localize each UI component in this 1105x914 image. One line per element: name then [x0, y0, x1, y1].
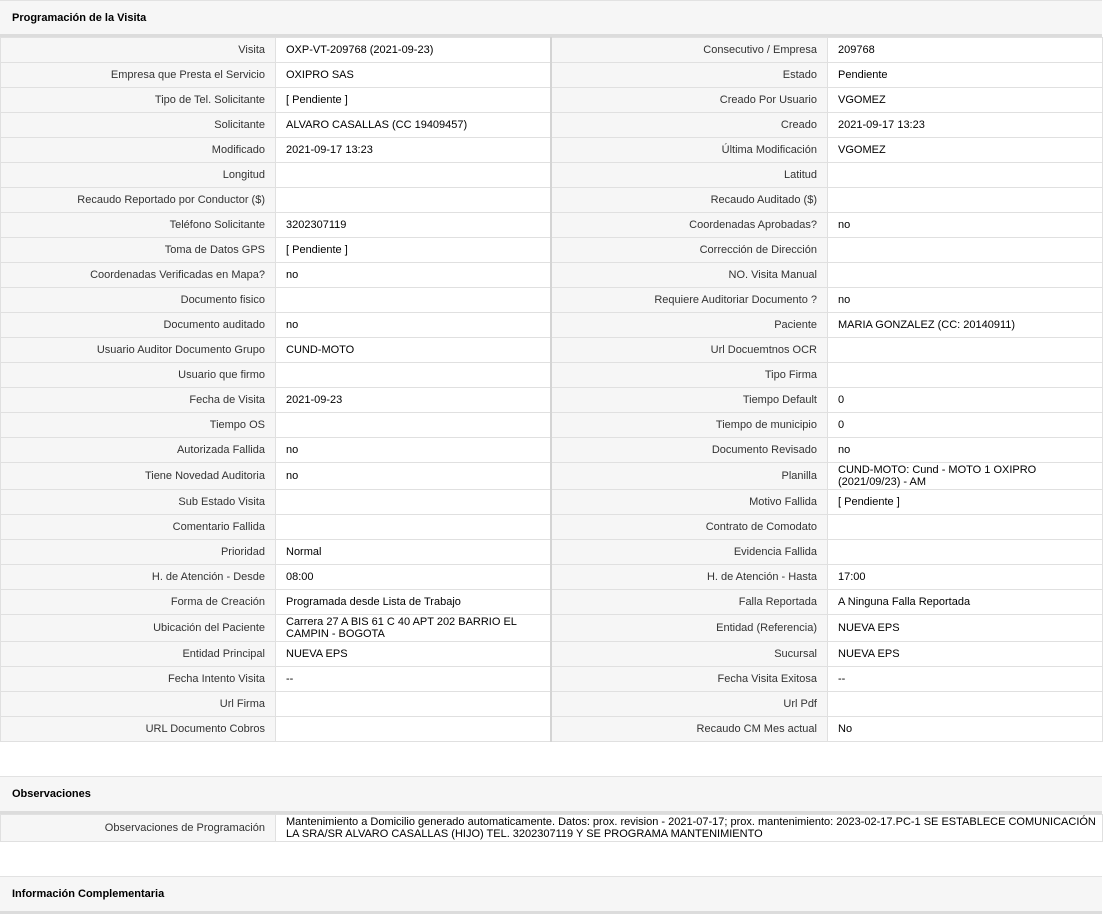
field-value [276, 717, 551, 742]
field-label: Empresa que Presta el Servicio [1, 63, 276, 88]
field-value: NUEVA EPS [828, 615, 1103, 642]
field-value: A Ninguna Falla Reportada [828, 590, 1103, 615]
spacer [0, 842, 1105, 876]
field-value: No [828, 717, 1103, 742]
field-label: Fecha Visita Exitosa [551, 667, 828, 692]
field-label: Creado Por Usuario [551, 88, 828, 113]
field-value: -- [276, 667, 551, 692]
field-label: Entidad Principal [1, 642, 276, 667]
field-value: OXIPRO SAS [276, 63, 551, 88]
field-label: URL Documento Cobros [1, 717, 276, 742]
detail-row [1, 238, 1103, 263]
detail-row [1, 338, 1103, 363]
section-header-observaciones [0, 776, 1102, 814]
section-header-complementaria [0, 876, 1102, 914]
field-value [828, 515, 1103, 540]
field-label: Forma de Creación [1, 590, 276, 615]
spacer [0, 742, 1105, 776]
field-value [828, 238, 1103, 263]
field-label: Entidad (Referencia) [551, 615, 828, 642]
detail-row [1, 188, 1103, 213]
field-value: [ Pendiente ] [828, 490, 1103, 515]
field-label: Documento Revisado [551, 438, 828, 463]
field-label: Fecha Intento Visita [1, 667, 276, 692]
visit-details-table [0, 37, 1103, 742]
field-value: 0 [828, 413, 1103, 438]
field-label: Observaciones de Programación [1, 815, 276, 842]
field-label: Evidencia Fallida [551, 540, 828, 565]
section-title: Información Complementaria [12, 888, 165, 900]
field-value [276, 163, 551, 188]
detail-row [1, 642, 1103, 667]
field-value [276, 692, 551, 717]
field-value [828, 692, 1103, 717]
field-label: NO. Visita Manual [551, 263, 828, 288]
section-title: Programación de la Visita [12, 11, 147, 24]
field-value: CUND-MOTO: Cund - MOTO 1 OXIPRO (2021/09/23) - AM [828, 463, 1103, 490]
detail-row [1, 463, 1103, 490]
detail-row [1, 213, 1103, 238]
detail-row [1, 313, 1103, 338]
field-value: no [828, 288, 1103, 313]
field-label: Prioridad [1, 540, 276, 565]
field-value: 08:00 [276, 565, 551, 590]
field-label: Planilla [551, 463, 828, 490]
field-value: OXP-VT-209768 (2021-09-23) [276, 38, 551, 63]
field-label: Url Firma [1, 692, 276, 717]
detail-row [1, 388, 1103, 413]
field-label: Usuario que firmo [1, 363, 276, 388]
field-value [828, 188, 1103, 213]
field-value [276, 515, 551, 540]
field-label: Coordenadas Verificadas en Mapa? [1, 263, 276, 288]
field-value: Mantenimiento a Domicilio generado automaticamente. Datos: prox. revision - 2021-07-17; prox. mantenimiento: 2023-02-17.PC-1 SE ESTABLECE COMUNICACIÓN LA SRA/SR ALVARO CASALLAS (HIJO) TEL. 3202307119 Y SE PROGRAMA MANTENIMIENTO [276, 815, 1103, 842]
field-value [828, 540, 1103, 565]
field-label: Toma de Datos GPS [1, 238, 276, 263]
field-label: Tipo Firma [551, 363, 828, 388]
field-value: 0 [828, 388, 1103, 413]
field-label: Recaudo CM Mes actual [551, 717, 828, 742]
field-value: -- [828, 667, 1103, 692]
field-value [276, 413, 551, 438]
field-value: no [828, 438, 1103, 463]
field-value [276, 363, 551, 388]
field-label: Falla Reportada [551, 590, 828, 615]
field-value: 3202307119 [276, 213, 551, 238]
field-value: VGOMEZ [828, 88, 1103, 113]
field-label: Tiempo de municipio [551, 413, 828, 438]
field-label: H. de Atención - Hasta [551, 565, 828, 590]
detail-row [1, 540, 1103, 565]
field-label: Coordenadas Aprobadas? [551, 213, 828, 238]
field-label: Sucursal [551, 642, 828, 667]
field-value: Pendiente [828, 63, 1103, 88]
field-label: Visita [1, 38, 276, 63]
detail-row [1, 590, 1103, 615]
field-label: Corrección de Dirección [551, 238, 828, 263]
field-value [276, 288, 551, 313]
field-value [828, 263, 1103, 288]
field-value: 2021-09-23 [276, 388, 551, 413]
detail-row [1, 88, 1103, 113]
field-value [828, 163, 1103, 188]
field-label: Contrato de Comodato [551, 515, 828, 540]
detail-row [1, 615, 1103, 642]
observaciones-table [0, 814, 1103, 842]
field-value [828, 363, 1103, 388]
field-value: 209768 [828, 38, 1103, 63]
field-label: Sub Estado Visita [1, 490, 276, 515]
detail-row [1, 717, 1103, 742]
field-label: Autorizada Fallida [1, 438, 276, 463]
field-label: Última Modificación [551, 138, 828, 163]
field-value: 2021-09-17 13:23 [276, 138, 551, 163]
field-value [276, 188, 551, 213]
field-value: no [276, 263, 551, 288]
field-label: Requiere Auditoriar Documento ? [551, 288, 828, 313]
field-value: [ Pendiente ] [276, 88, 551, 113]
field-label: Url Docuemtnos OCR [551, 338, 828, 363]
section-title: Observaciones [12, 788, 91, 800]
detail-row [1, 263, 1103, 288]
field-label: Usuario Auditor Documento Grupo [1, 338, 276, 363]
field-label: Url Pdf [551, 692, 828, 717]
detail-row [1, 113, 1103, 138]
field-value: Programada desde Lista de Trabajo [276, 590, 551, 615]
field-value: 2021-09-17 13:23 [828, 113, 1103, 138]
field-label: Recaudo Reportado por Conductor ($) [1, 188, 276, 213]
field-value: no [276, 313, 551, 338]
field-label: Teléfono Solicitante [1, 213, 276, 238]
detail-row [1, 163, 1103, 188]
detail-row [1, 565, 1103, 590]
field-label: Tiempo Default [551, 388, 828, 413]
field-label: Tipo de Tel. Solicitante [1, 88, 276, 113]
field-value: no [276, 438, 551, 463]
field-value: Carrera 27 A BIS 61 C 40 APT 202 BARRIO EL CAMPIN - BOGOTA [276, 615, 551, 642]
field-label: Estado [551, 63, 828, 88]
detail-row [1, 692, 1103, 717]
field-label: Consecutivo / Empresa [551, 38, 828, 63]
field-value: NUEVA EPS [828, 642, 1103, 667]
field-label: H. de Atención - Desde [1, 565, 276, 590]
field-value: Normal [276, 540, 551, 565]
field-value: 17:00 [828, 565, 1103, 590]
detail-row [1, 63, 1103, 88]
field-label: Ubicación del Paciente [1, 615, 276, 642]
field-label: Latitud [551, 163, 828, 188]
field-value: [ Pendiente ] [276, 238, 551, 263]
section-header-programacion [0, 0, 1102, 37]
field-value: ALVARO CASALLAS (CC 19409457) [276, 113, 551, 138]
detail-row [1, 363, 1103, 388]
detail-row [1, 38, 1103, 63]
detail-row [1, 288, 1103, 313]
field-value: MARIA GONZALEZ (CC: 20140911) [828, 313, 1103, 338]
detail-row [1, 138, 1103, 163]
field-value: no [828, 213, 1103, 238]
field-label: Longitud [1, 163, 276, 188]
detail-row [1, 490, 1103, 515]
field-label: Tiene Novedad Auditoria [1, 463, 276, 490]
field-label: Creado [551, 113, 828, 138]
field-value [276, 490, 551, 515]
field-value: CUND-MOTO [276, 338, 551, 363]
field-label: Motivo Fallida [551, 490, 828, 515]
field-label: Solicitante [1, 113, 276, 138]
detail-row [1, 667, 1103, 692]
detail-row [1, 515, 1103, 540]
field-label: Comentario Fallida [1, 515, 276, 540]
field-label: Paciente [551, 313, 828, 338]
field-label: Tiempo OS [1, 413, 276, 438]
field-label: Documento fisico [1, 288, 276, 313]
field-label: Fecha de Visita [1, 388, 276, 413]
field-value: no [276, 463, 551, 490]
field-label: Documento auditado [1, 313, 276, 338]
field-value [828, 338, 1103, 363]
field-value: VGOMEZ [828, 138, 1103, 163]
field-label: Recaudo Auditado ($) [551, 188, 828, 213]
field-value: NUEVA EPS [276, 642, 551, 667]
field-label: Modificado [1, 138, 276, 163]
detail-row [1, 413, 1103, 438]
detail-row [1, 438, 1103, 463]
